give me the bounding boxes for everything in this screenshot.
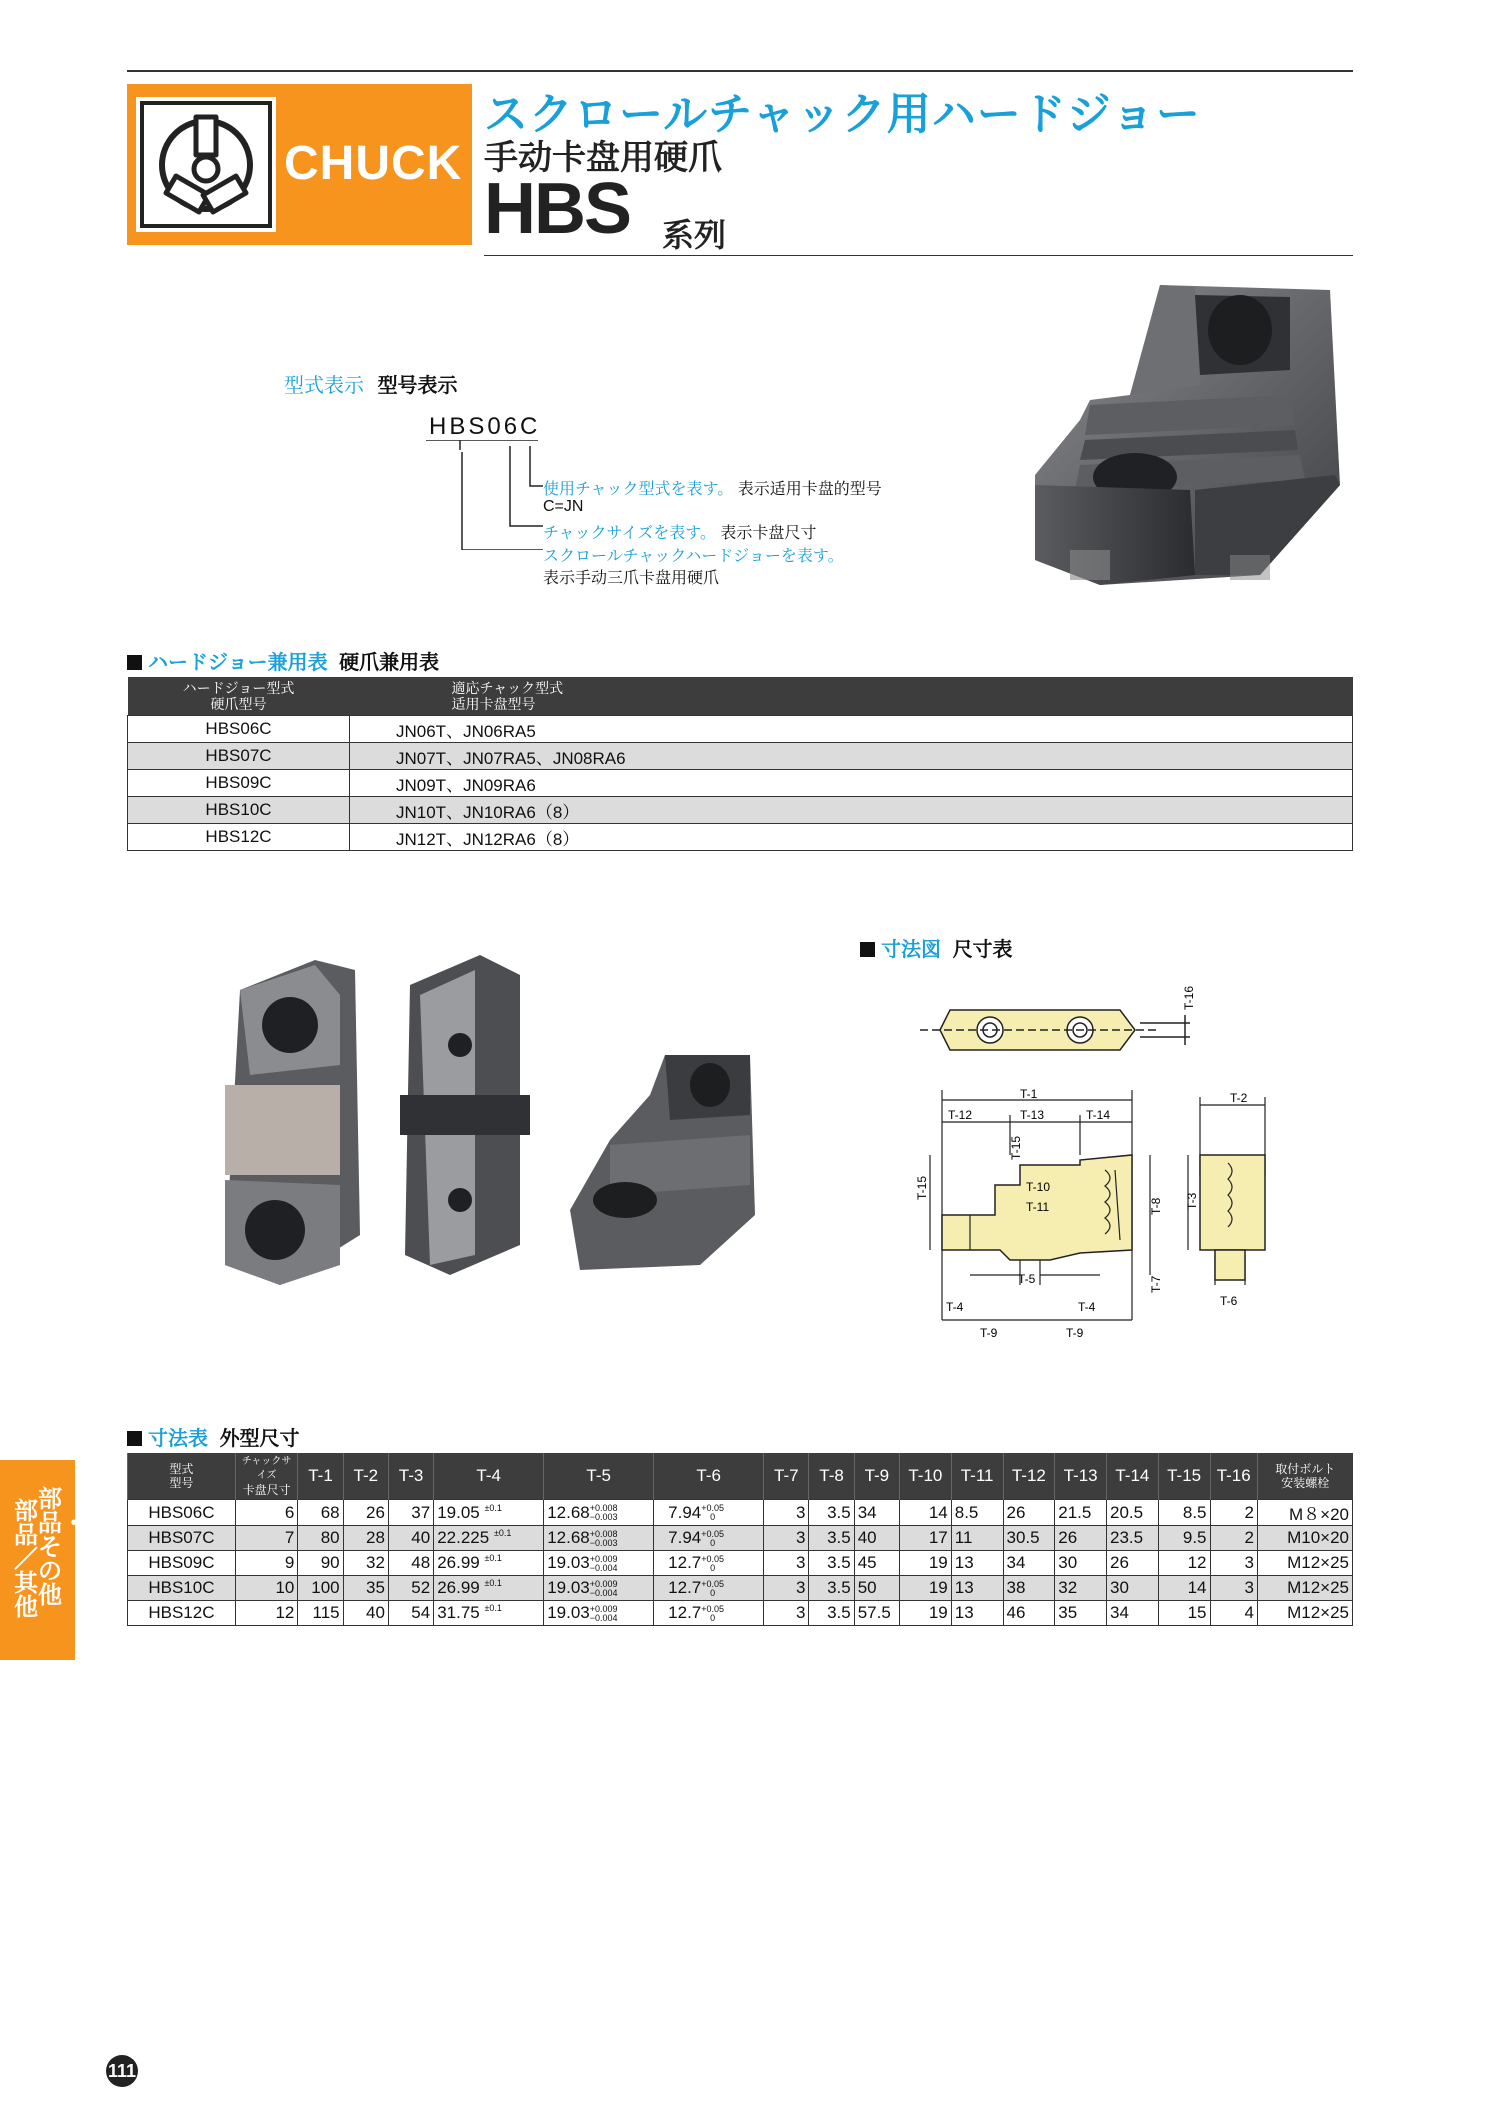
- table-cell: 19.03 +0.009 −0.004: [544, 1551, 654, 1576]
- table-cell: 8.5: [1158, 1500, 1210, 1526]
- table-row: HBS07C JN07T、JN07RA5、JN08RA6: [128, 743, 1353, 770]
- table-cell: M12×25: [1257, 1551, 1352, 1576]
- table-cell: 17: [900, 1526, 952, 1551]
- model-note-4: スクロールチャックハードジョーを表す。: [543, 548, 844, 565]
- top-rule: [127, 70, 1353, 72]
- table-cell: 12: [1158, 1551, 1210, 1576]
- table-cell: 12.68 +0.008 −0.003: [544, 1526, 654, 1551]
- dim-label: T-10: [1026, 1180, 1051, 1194]
- table-cell: HBS06C: [128, 1500, 236, 1526]
- table-cell: 14: [1158, 1576, 1210, 1601]
- dim-label: T-5: [1018, 1272, 1036, 1286]
- table-cell: 19.05 $^{\pm 0.1}$: [434, 1500, 544, 1526]
- table-cell: 100: [298, 1576, 343, 1601]
- compat-section-title: ハードジョー兼用表 硬爪兼用表: [127, 646, 439, 675]
- table-row: [128, 1500, 1353, 1526]
- dims-header-size: チャックサイズ 卡盘尺寸: [235, 1453, 298, 1500]
- table-cell: 26: [1003, 1500, 1055, 1526]
- product-photo-middle: [220, 955, 760, 1295]
- table-cell: 21.5: [1055, 1500, 1107, 1526]
- dims-header-bolt: 取付ボルト 安装螺栓: [1257, 1453, 1352, 1500]
- chuck-icon: [136, 97, 276, 232]
- table-cell: 3.5: [809, 1551, 854, 1576]
- model-note-5: 表示手动三爪卡盘用硬爪: [543, 570, 720, 587]
- dim-label: T-12: [948, 1108, 973, 1122]
- dim-label: T-6: [1220, 1294, 1238, 1308]
- table-cell: 19: [900, 1576, 952, 1601]
- table-cell: 13: [951, 1601, 1003, 1626]
- dims-header-model: 型式 型号: [128, 1453, 236, 1500]
- dim-label: T-9: [1066, 1326, 1084, 1340]
- dim-label: T-15: [1009, 1135, 1023, 1160]
- model-note-2: C=JN: [543, 498, 584, 515]
- table-cell: 12.68 +0.008 −0.003: [544, 1500, 654, 1526]
- table-cell: 50: [854, 1576, 899, 1601]
- table-cell: 13: [951, 1576, 1003, 1601]
- table-cell: 34: [1003, 1551, 1055, 1576]
- dim-label: T-8: [1149, 1197, 1163, 1215]
- table-cell: 26: [1107, 1551, 1159, 1576]
- model-note-1: 使用チャック型式を表す。 表示适用卡盘的型号: [543, 481, 882, 498]
- table-cell: 3: [764, 1500, 809, 1526]
- side-tab-line1: 部品・その他: [38, 1486, 86, 1609]
- table-cell: M10×20: [1257, 1526, 1352, 1551]
- table-cell: 19: [900, 1601, 952, 1626]
- table-cell: 15: [1158, 1601, 1210, 1626]
- table-cell: 4: [1210, 1601, 1257, 1626]
- chuck-logo: [127, 84, 472, 245]
- model-notation-label: [284, 369, 458, 398]
- dim-label: T-7: [1149, 1275, 1163, 1293]
- table-cell: 3.5: [809, 1601, 854, 1626]
- table-cell: 19: [900, 1551, 952, 1576]
- table-cell: 3: [764, 1576, 809, 1601]
- dim-label: T-15: [915, 1175, 929, 1200]
- table-cell: 52: [388, 1576, 433, 1601]
- table-cell: 3.5: [809, 1500, 854, 1526]
- model-note-3: チャックサイズを表す。 表示卡盘尺寸: [543, 525, 817, 542]
- table-cell: 34: [854, 1500, 899, 1526]
- table-cell: 30: [1107, 1576, 1159, 1601]
- table-cell: 12.7 +0.05 0: [654, 1551, 764, 1576]
- compat-table: [127, 677, 1353, 851]
- chuck-logo-text: CHUCK: [284, 137, 463, 190]
- table-cell: 2: [1210, 1500, 1257, 1526]
- table-cell: 68: [298, 1500, 343, 1526]
- dim-label: T-13: [1020, 1108, 1045, 1122]
- table-cell: 40: [388, 1526, 433, 1551]
- model-notation-brackets: [420, 440, 550, 550]
- side-tab-line2: 部品／其他: [14, 1498, 38, 1621]
- table-cell: 12.7 +0.05 0: [654, 1576, 764, 1601]
- table-cell: 28: [343, 1526, 388, 1551]
- table-cell: 8.5: [951, 1500, 1003, 1526]
- table-cell: 30: [1055, 1551, 1107, 1576]
- table-cell: 10: [235, 1576, 298, 1601]
- table-cell: 11: [951, 1526, 1003, 1551]
- table-cell: 19.03 +0.009 −0.004: [544, 1601, 654, 1626]
- table-cell: 40: [854, 1526, 899, 1551]
- table-cell: 38: [1003, 1576, 1055, 1601]
- series-suffix: 系列: [662, 217, 727, 253]
- dimension-drawing: [910, 975, 1280, 1355]
- dim-label: T-4: [946, 1300, 964, 1314]
- table-cell: 32: [343, 1551, 388, 1576]
- table-cell: 3.5: [809, 1526, 854, 1551]
- table-cell: HBS10C: [128, 1576, 236, 1601]
- table-cell: 20.5: [1107, 1500, 1159, 1526]
- table-cell: 3: [764, 1601, 809, 1626]
- table-cell: M８×20: [1257, 1500, 1352, 1526]
- table-row: HBS10C JN10T、JN10RA6（8）: [128, 797, 1353, 824]
- table-cell: 3: [1210, 1551, 1257, 1576]
- page-number: 111: [106, 2055, 138, 2087]
- table-cell: M12×25: [1257, 1601, 1352, 1626]
- table-cell: 12.7 +0.05 0: [654, 1601, 764, 1626]
- model-label-cn: 型号表示: [377, 375, 458, 397]
- table-cell: 3: [1210, 1576, 1257, 1601]
- table-cell: 46: [1003, 1601, 1055, 1626]
- table-cell: 26: [343, 1500, 388, 1526]
- side-tab[interactable]: [0, 1460, 86, 1660]
- table-cell: 31.75 $^{\pm 0.1}$: [434, 1601, 544, 1626]
- dim-label: T-2: [1230, 1091, 1248, 1105]
- table-cell: 19.03 +0.009 −0.004: [544, 1576, 654, 1601]
- table-cell: 30.5: [1003, 1526, 1055, 1551]
- table-cell: 90: [298, 1551, 343, 1576]
- table-cell: 3: [764, 1526, 809, 1551]
- table-cell: 26.99 $^{\pm 0.1}$: [434, 1551, 544, 1576]
- diagram-section-title: 寸法図 尺寸表: [860, 933, 1013, 962]
- table-row: [128, 1576, 1353, 1601]
- table-row: HBS12C JN12T、JN12RA6（8）: [128, 824, 1353, 851]
- table-cell: 34: [1107, 1601, 1159, 1626]
- dim-label: T-3: [1185, 1192, 1199, 1210]
- table-cell: 6: [235, 1500, 298, 1526]
- table-cell: 40: [343, 1601, 388, 1626]
- product-photo-top: [1030, 275, 1350, 605]
- table-cell: 37: [388, 1500, 433, 1526]
- table-row: HBS06C JN06T、JN06RA5: [128, 716, 1353, 743]
- table-cell: 23.5: [1107, 1526, 1159, 1551]
- table-cell: HBS07C: [128, 1526, 236, 1551]
- table-cell: HBS09C: [128, 1551, 236, 1576]
- table-cell: 80: [298, 1526, 343, 1551]
- dim-label: T-16: [1182, 985, 1196, 1010]
- table-row: [128, 1526, 1353, 1551]
- table-cell: 48: [388, 1551, 433, 1576]
- table-row: HBS09C JN09T、JN09RA6: [128, 770, 1353, 797]
- table-cell: 3: [764, 1551, 809, 1576]
- table-cell: 14: [900, 1500, 952, 1526]
- dims-section-title: 寸法表 外型尺寸: [127, 1422, 300, 1451]
- title-japanese: スクロールチャック用ハードジョー: [484, 90, 1201, 139]
- series-code: HBS: [484, 169, 631, 249]
- table-cell: M12×25: [1257, 1576, 1352, 1601]
- table-cell: 9.5: [1158, 1526, 1210, 1551]
- table-cell: 2: [1210, 1526, 1257, 1551]
- dims-table: 型式 型号 チャックサイズ 卡盘尺寸 T-1 T-2 T-3 T-4 T-5 T-6 T-7 T-8 T-9 T-10 T-11 T-12 T-13 T-14 T-15 T-16 取付ボルト 安装螺栓 HBS06C 6 68 26 37 19.05 $^{\pm 0.1}$ 12.68 +0.008 −0.003 7.94 +0.05 0 3 3.5 34 14 8.5 26 21.5 20.5 8.5 2 M８×20 HBS07C 7 80 28 40 22.225 $^{\pm 0.1}$ 12.68 +0.008 −0.003 7.94 +0.05 0 3 3.5 40 17 11 30.5 26 23.5 9.5 2 M10×20 HBS09C 9 90 32 48 26.99 $^{\pm 0.1}$ 19.03 +0.009 −0.004 12.7 +0.05 0 3 3.5 45 19 13 34 30 26 12 3 M12×25 HBS10C 10 100 35 52 26.99 $^{\pm 0.1}$ 19.03 +0.009 −0.004 12.7 +0.05 0 3 3.5 50 19 13 38 32 30 14 3 M12×25 HBS12C 12 115 40 54 31.75 $^{\pm 0.1}$ 19.03 +0.009 −0.004 12.7 +0.05 0 3 3.5 57.5 19 13 46 35 34 15 4 M12×25: [127, 1453, 1353, 1626]
- table-cell: 32: [1055, 1576, 1107, 1601]
- compat-header-model: ハードジョー型式 硬爪型号: [128, 677, 350, 716]
- table-cell: 9: [235, 1551, 298, 1576]
- header-bottom-rule: [484, 255, 1353, 256]
- dim-label: T-4: [1078, 1300, 1096, 1314]
- model-label-jp: 型式表示: [284, 375, 364, 397]
- table-cell: 12: [235, 1601, 298, 1626]
- table-cell: 26: [1055, 1526, 1107, 1551]
- dim-label: T-11: [1026, 1200, 1050, 1214]
- table-cell: 35: [1055, 1601, 1107, 1626]
- table-cell: 54: [388, 1601, 433, 1626]
- table-cell: 7: [235, 1526, 298, 1551]
- table-cell: 3.5: [809, 1576, 854, 1601]
- table-cell: HBS12C: [128, 1601, 236, 1626]
- table-cell: 35: [343, 1576, 388, 1601]
- table-cell: 45: [854, 1551, 899, 1576]
- table-cell: 7.94 +0.05 0: [654, 1500, 764, 1526]
- compat-header-chuck: 適応チャック型式 适用卡盘型号: [350, 677, 1353, 716]
- table-row: [128, 1601, 1353, 1626]
- table-cell: 7.94 +0.05 0: [654, 1526, 764, 1551]
- table-row: [128, 1551, 1353, 1576]
- table-cell: 13: [951, 1551, 1003, 1576]
- table-cell: 57.5: [854, 1601, 899, 1626]
- title-chinese: 手动卡盘用硬爪: [484, 139, 722, 177]
- table-cell: 26.99 $^{\pm 0.1}$: [434, 1576, 544, 1601]
- dim-label: T-1: [1020, 1087, 1038, 1101]
- dim-label: T-9: [980, 1326, 998, 1340]
- table-cell: 22.225 $^{\pm 0.1}$: [434, 1526, 544, 1551]
- table-cell: 115: [298, 1601, 343, 1626]
- model-code: HBS06C: [429, 413, 541, 440]
- dim-label: T-14: [1086, 1108, 1111, 1122]
